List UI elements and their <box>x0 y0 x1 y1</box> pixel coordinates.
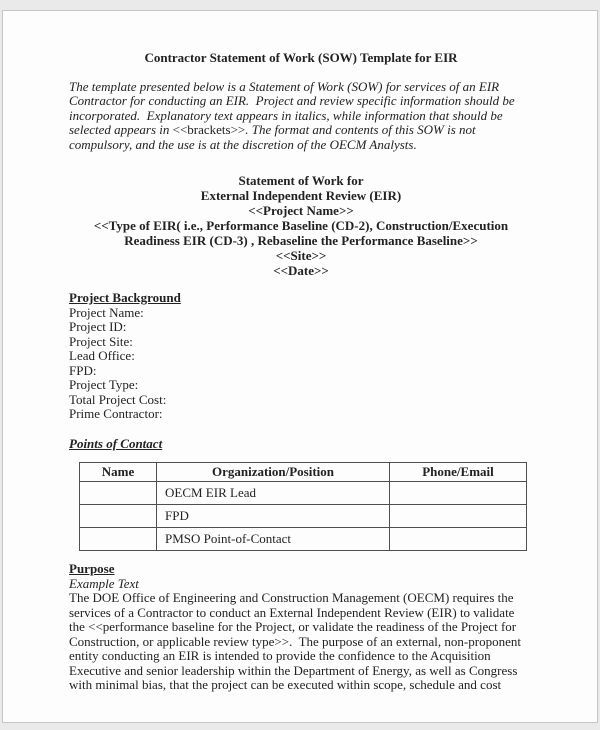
purpose-heading: Purpose <box>69 561 115 576</box>
background-item-lead-office: Lead Office: <box>69 348 135 363</box>
background-item-fpd: FPD: <box>69 362 97 378</box>
background-item-total-project-cost: Total Project Cost: <box>69 391 167 407</box>
contacts-header-row <box>80 463 527 482</box>
table-row <box>80 528 527 551</box>
project-background-heading: Project Background <box>69 290 181 305</box>
contact-phone-cell <box>390 505 527 528</box>
intro-text-part1: The template presented below is a Statement of Work (SOW) for services of an EIR Contractor for conducting an EIR. Project and review specific information should be incorporated. Explanatory text appears in italics, while information that should be selected appears in <box>69 78 518 137</box>
statement-title-block <box>69 173 533 278</box>
document-title: Contractor Statement of Work (SOW) Template for EIR <box>144 50 458 65</box>
points-of-contact-heading: Points of Contact <box>69 435 163 451</box>
purpose-paragraph: The DOE Office of Engineering and Construction Management (OECM) requires the services of a Contractor to conduct an External Independent Review (EIR) to validate the <<performance baseline for the Project, or validate the readiness of the Project for Construction, or applicable review type>>. The purpose of an external, non-proponent entity conducting an EIR is intended to provide the confidence to the Acquisition Executive and senior leadership within the Department of Energy, as well as Congress with minimal bias, that the project can be executed within scope, schedule and cost <box>69 590 525 692</box>
title-block-line: Readiness EIR (CD-3) , Rebaseline the Performance Baseline>> <box>124 233 478 248</box>
table-row <box>80 505 527 528</box>
contacts-header-name: Name <box>80 463 157 482</box>
contact-name-cell <box>80 505 157 528</box>
contacts-header-organization: Organization/Position <box>157 463 390 482</box>
contacts-table <box>79 462 527 551</box>
contact-organization-cell: FPD <box>157 505 390 528</box>
intro-text-part2: . The format and contents of this SOW is not compulsory, and the use is at the discretion of the OECM Analysts. <box>69 122 479 152</box>
intro-paragraph <box>69 80 533 153</box>
title-block-line: <<Date>> <box>273 263 329 278</box>
background-item-project-name: Project Name: <box>69 304 144 320</box>
contact-name-cell <box>80 482 157 505</box>
intro-brackets-text: <<brackets>> <box>172 122 246 137</box>
title-block-line: External Independent Review (EIR) <box>200 188 402 203</box>
title-block-line: <<Type of EIR( i.e., Performance Baseline (CD-2), Construction/Execution <box>93 218 509 233</box>
title-block-line: <<Project Name>> <box>248 203 354 218</box>
title-block-line: <<Site>> <box>275 248 327 263</box>
contact-phone-cell <box>390 528 527 551</box>
background-item-prime-contractor: Prime Contractor: <box>69 406 163 421</box>
project-background-section <box>69 291 533 422</box>
contact-organization-cell: PMSO Point-of-Contact <box>157 528 390 551</box>
background-item-project-id: Project ID: <box>69 319 127 334</box>
title-block-line: Statement of Work for <box>238 173 364 188</box>
document-content <box>3 11 597 693</box>
contact-name-cell <box>80 528 157 551</box>
background-item-project-type: Project Type: <box>69 377 139 392</box>
example-text-label: Example Text <box>69 575 139 591</box>
table-row <box>80 482 527 505</box>
contact-organization-cell: OECM EIR Lead <box>157 482 390 505</box>
contact-phone-cell <box>390 482 527 505</box>
background-item-project-site: Project Site: <box>69 333 133 349</box>
document-page <box>2 10 598 723</box>
contacts-header-phone: Phone/Email <box>390 463 527 482</box>
